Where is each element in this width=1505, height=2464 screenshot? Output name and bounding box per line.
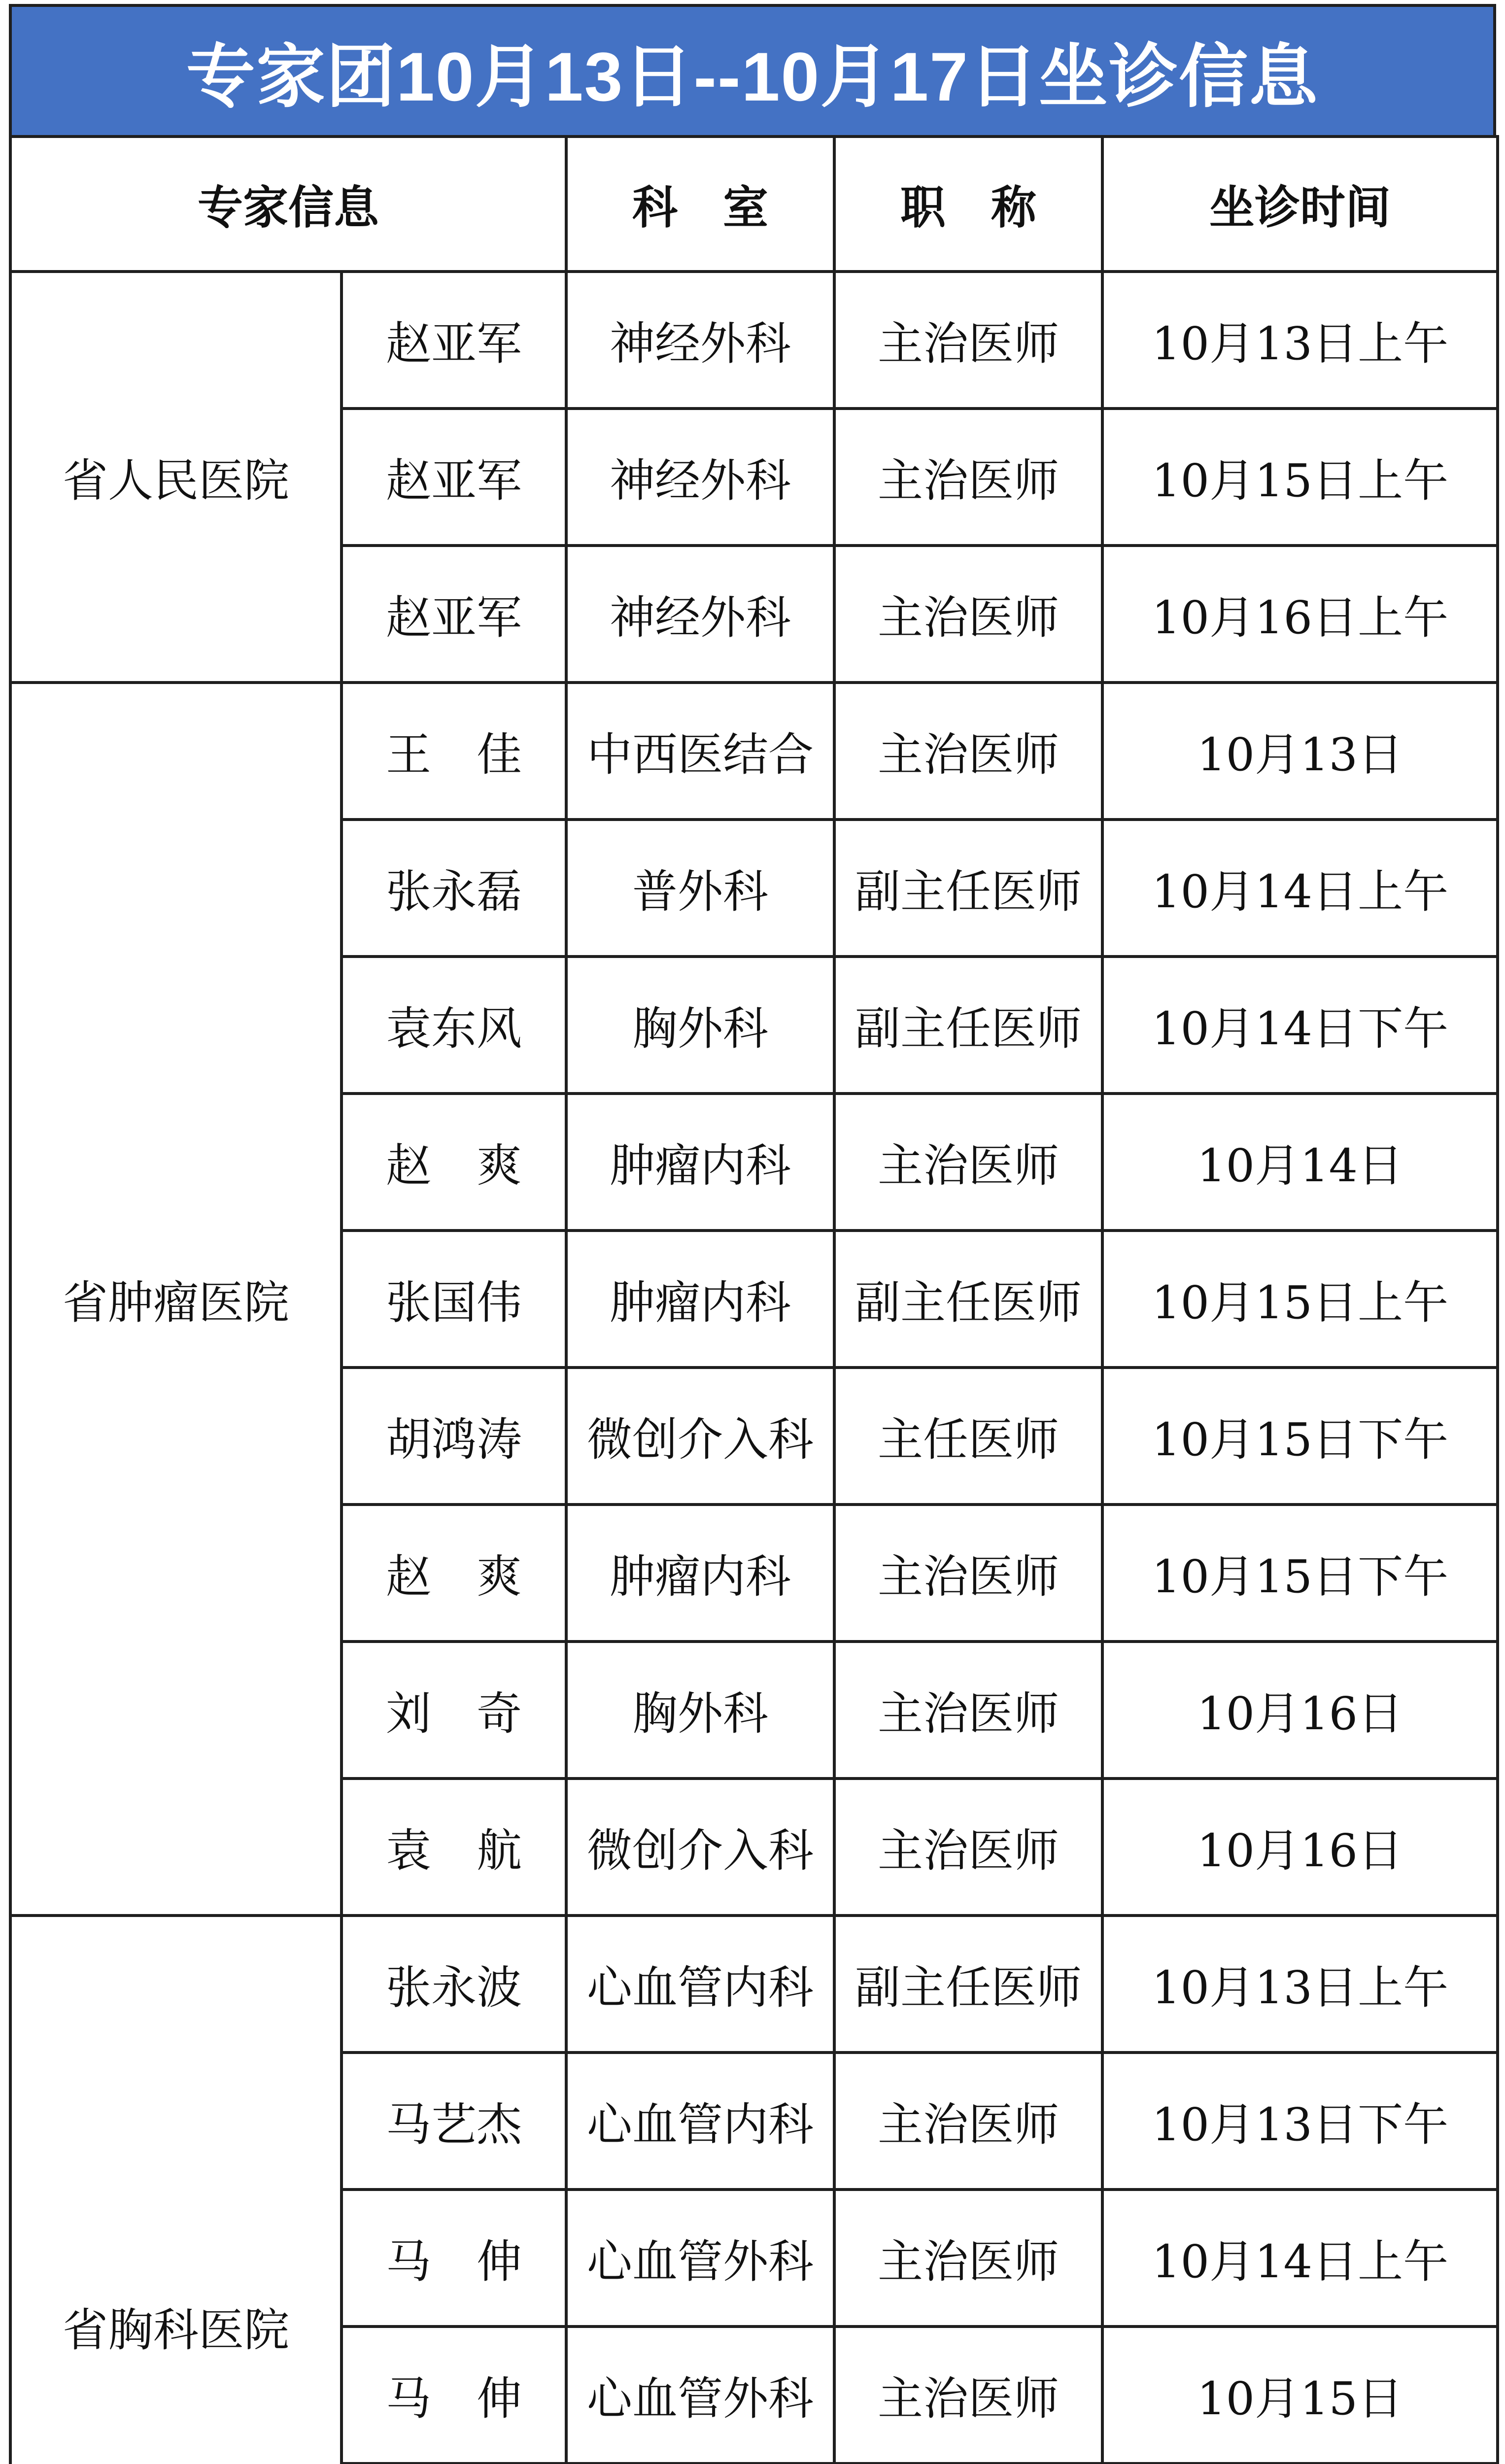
title-cell: 主治医师 [834, 1779, 1102, 1916]
title-cell: 主治医师 [834, 546, 1102, 683]
hospital-name: 省人民医院 [10, 272, 342, 683]
department-cell: 微创介入科 [566, 1368, 834, 1505]
page-title: 专家团10月13日--10月17日坐诊信息 [9, 4, 1496, 138]
department-cell: 微创介入科 [566, 1779, 834, 1916]
time-cell: 10月13日下午 [1102, 2053, 1498, 2190]
schedule-body [10, 272, 1498, 2464]
expert-name: 袁 航 [342, 1779, 566, 1916]
expert-name: 马 伸 [342, 2327, 566, 2464]
time-cell: 10月15日 [1102, 2327, 1498, 2464]
header-time: 坐诊时间 [1102, 137, 1498, 272]
time-cell: 10月16日 [1102, 1642, 1498, 1779]
title-cell: 主治医师 [834, 2190, 1102, 2327]
expert-name: 张国伟 [342, 1231, 566, 1368]
department-cell: 神经外科 [566, 409, 834, 546]
title-cell: 主治医师 [834, 2327, 1102, 2464]
expert-name: 赵 爽 [342, 1094, 566, 1231]
title-cell: 主治医师 [834, 272, 1102, 409]
department-cell: 肿瘤内科 [566, 1094, 834, 1231]
header-expert-info: 专家信息 [10, 137, 566, 272]
department-cell: 心血管内科 [566, 2053, 834, 2190]
header-row [10, 137, 1498, 272]
title-cell: 副主任医师 [834, 957, 1102, 1094]
title-cell: 副主任医师 [834, 1231, 1102, 1368]
expert-name: 王 佳 [342, 683, 566, 820]
expert-name: 袁东风 [342, 957, 566, 1094]
header-title: 职 称 [834, 137, 1102, 272]
expert-name: 赵亚军 [342, 546, 566, 683]
expert-name: 刘 奇 [342, 1642, 566, 1779]
expert-name: 赵 爽 [342, 1505, 566, 1642]
time-cell: 10月14日上午 [1102, 2190, 1498, 2327]
table-row [10, 683, 1498, 820]
hospital-name: 省肿瘤医院 [10, 683, 342, 1916]
department-cell: 心血管外科 [566, 2190, 834, 2327]
title-cell: 主治医师 [834, 2053, 1102, 2190]
header-department: 科 室 [566, 137, 834, 272]
time-cell: 10月14日上午 [1102, 820, 1498, 957]
schedule-table [9, 135, 1499, 2464]
expert-name: 马艺杰 [342, 2053, 566, 2190]
time-cell: 10月13日 [1102, 683, 1498, 820]
department-cell: 胸外科 [566, 957, 834, 1094]
expert-name: 张永磊 [342, 820, 566, 957]
department-cell: 肿瘤内科 [566, 1231, 834, 1368]
department-cell: 神经外科 [566, 272, 834, 409]
title-cell: 主治医师 [834, 409, 1102, 546]
table-row [10, 1916, 1498, 2053]
department-cell: 神经外科 [566, 546, 834, 683]
title-cell: 主治医师 [834, 1642, 1102, 1779]
department-cell: 肿瘤内科 [566, 1505, 834, 1642]
time-cell: 10月15日上午 [1102, 1231, 1498, 1368]
expert-name: 赵亚军 [342, 409, 566, 546]
title-cell: 副主任医师 [834, 1916, 1102, 2053]
time-cell: 10月16日上午 [1102, 546, 1498, 683]
title-cell: 主任医师 [834, 1368, 1102, 1505]
time-cell: 10月14日 [1102, 1094, 1498, 1231]
expert-name: 胡鸿涛 [342, 1368, 566, 1505]
expert-name: 张永波 [342, 1916, 566, 2053]
department-cell: 普外科 [566, 820, 834, 957]
title-cell: 副主任医师 [834, 820, 1102, 957]
hospital-name: 省胸科医院 [10, 1916, 342, 2464]
title-cell: 主治医师 [834, 1505, 1102, 1642]
department-cell: 心血管外科 [566, 2327, 834, 2464]
time-cell: 10月13日上午 [1102, 1916, 1498, 2053]
title-cell: 主治医师 [834, 1094, 1102, 1231]
time-cell: 10月15日下午 [1102, 1505, 1498, 1642]
time-cell: 10月14日下午 [1102, 957, 1498, 1094]
time-cell: 10月16日 [1102, 1779, 1498, 1916]
department-cell: 胸外科 [566, 1642, 834, 1779]
title-cell: 主治医师 [834, 683, 1102, 820]
time-cell: 10月15日上午 [1102, 409, 1498, 546]
expert-name: 马 伸 [342, 2190, 566, 2327]
department-cell: 心血管内科 [566, 1916, 834, 2053]
time-cell: 10月13日上午 [1102, 272, 1498, 409]
department-cell: 中西医结合 [566, 683, 834, 820]
table-row [10, 272, 1498, 409]
expert-name: 赵亚军 [342, 272, 566, 409]
time-cell: 10月15日下午 [1102, 1368, 1498, 1505]
